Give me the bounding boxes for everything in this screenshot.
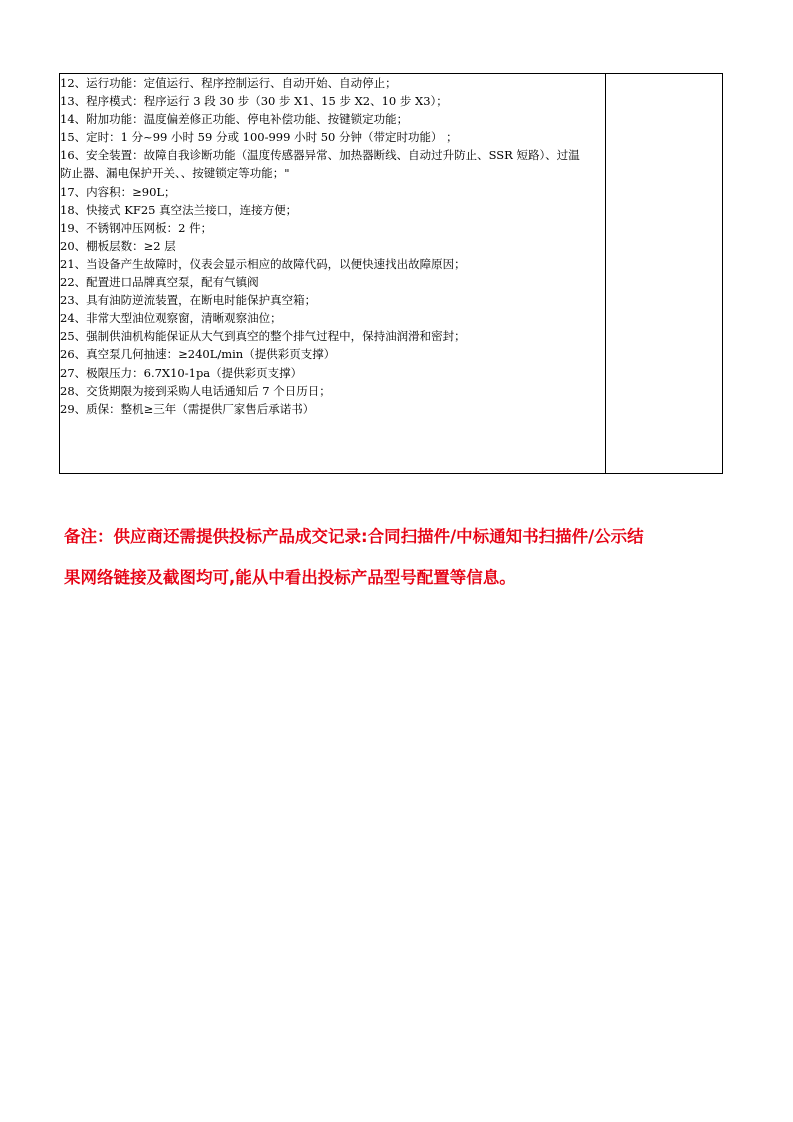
- spec-line: 24、非常大型油位观察窗，清晰观察油位；: [60, 311, 282, 326]
- spec-line: 15、定时：1 分~99 小时 59 分或 100-999 小时 50 分钟（带定时功能） ；: [60, 130, 458, 145]
- spec-cell: [60, 74, 606, 474]
- spec-line: 26、真空泵几何抽速：≥240L/min（提供彩页支撑）: [60, 347, 336, 362]
- table-row: [60, 74, 723, 474]
- remark-line-1: 备注：供应商还需提供投标产品成交记录:合同扫描件/中标通知书扫描件/公示结: [64, 527, 644, 546]
- spec-line: 17、内容积：≥90L；: [60, 184, 176, 199]
- spec-line: 28、交货期限为接到采购人电话通知后 7 个日历日；: [60, 383, 331, 398]
- remark-note: [64, 516, 734, 598]
- spec-lines: [60, 74, 605, 418]
- spec-line: 18、快接式 KF25 真空法兰接口，连接方便；: [60, 202, 298, 217]
- spec-table: [59, 73, 723, 474]
- spec-line: 22、配置进口品牌真空泵，配有气镇阀: [60, 275, 259, 290]
- spec-line: 27、极限压力：6.7X10-1pa（提供彩页支撑）: [60, 365, 303, 380]
- spec-line: 29、质保：整机≥三年（需提供厂家售后承诺书）: [60, 401, 315, 416]
- spec-line: 14、附加功能：温度偏差修正功能、停电补偿功能、按键锁定功能；: [60, 112, 409, 127]
- empty-side-cell: [606, 74, 723, 474]
- spec-line: 12、运行功能：定值运行、程序控制运行、自动开始、自动停止；: [60, 76, 397, 90]
- spec-line: 16、安全装置：故障自我诊断功能（温度传感器异常、加热器断线、自动过升防止、SSR 短路）、过温: [60, 148, 580, 163]
- spec-line: 20、棚板层数：≥2 层: [60, 238, 176, 253]
- spec-line: 23、具有油防逆流装置，在断电时能保护真空箱；: [60, 293, 317, 308]
- spec-line: 防止器、漏电保护开关、、按键锁定等功能；": [60, 166, 290, 181]
- remark-line-2: 果网络链接及截图均可,能从中看出投标产品型号配置等信息。: [64, 568, 516, 587]
- spec-line: 19、不锈钢冲压网板：2 件；: [60, 220, 213, 235]
- spec-line: 21、当设备产生故障时，仪表会显示相应的故障代码，以便快速找出故障原因；: [60, 256, 466, 271]
- spec-line: 13、程序模式：程序运行 3 段 30 步（30 步 X1、15 步 X2、10 步 X3）；: [60, 94, 448, 109]
- spec-line: 25、强制供油机构能保证从大气到真空的整个排气过程中，保持油润滑和密封；: [60, 329, 466, 344]
